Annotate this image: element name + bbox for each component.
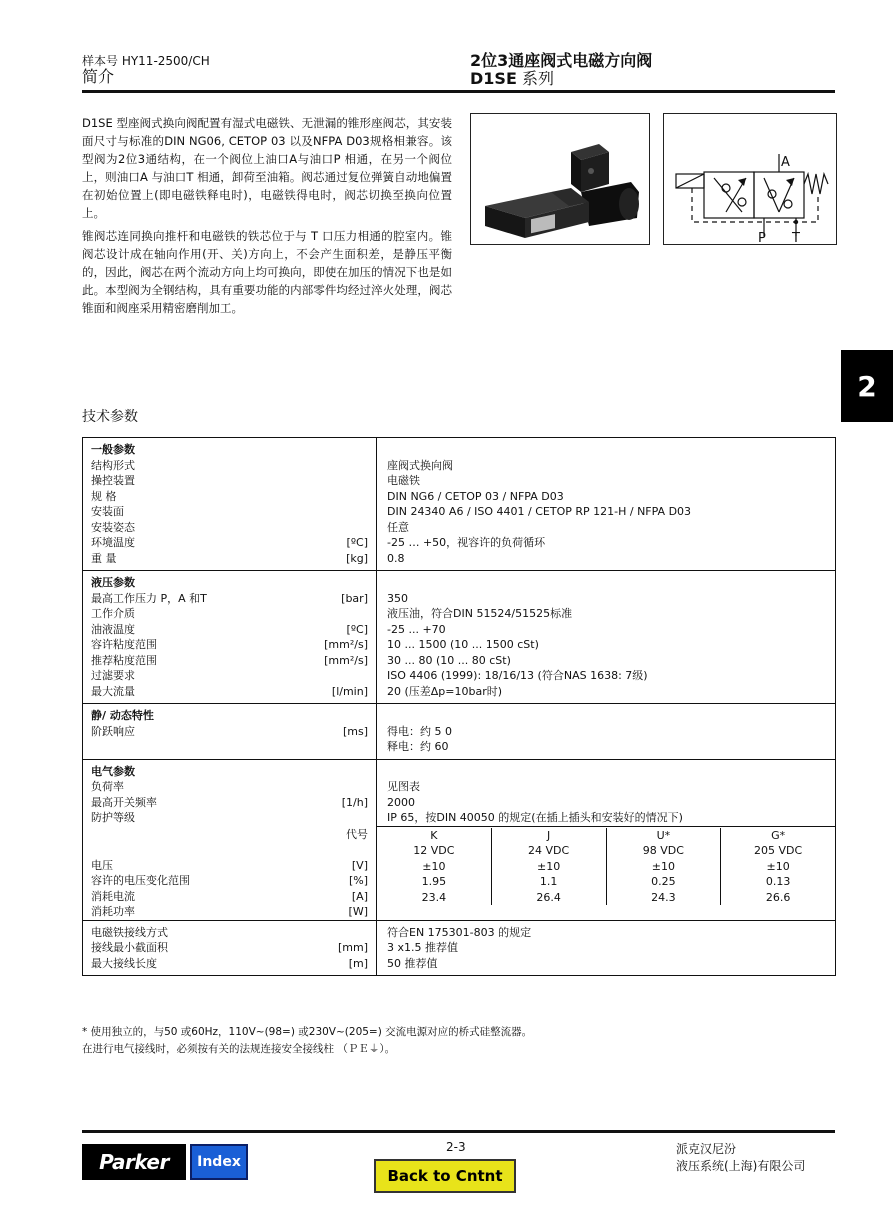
code-cell: K (430, 828, 438, 842)
row-value: 液压油，符合DIN 51524/51525标准 (387, 607, 573, 620)
cell: 24.3 (651, 890, 676, 904)
hydraulic-symbol (663, 113, 837, 245)
voltage-row (91, 889, 368, 905)
section-title: 简介 (82, 67, 115, 86)
cell: 0.13 (765, 875, 791, 888)
row-value: 3 x1.5 推荐值 (387, 941, 458, 954)
electrical-row (91, 795, 368, 811)
row-label: 最高开关频率 (91, 795, 157, 809)
page-number: 2-3 (446, 1140, 466, 1154)
connection-section (83, 920, 836, 976)
voltage-values (377, 843, 835, 905)
cell: 0.25 (651, 875, 676, 888)
cell: 23.4 (421, 890, 447, 904)
row-value: 电磁铁 (387, 474, 420, 487)
row-value: ISO 4406 (1999): 18/16/13 (符合NAS 1638: 7级) (387, 669, 648, 682)
product-series (470, 66, 554, 89)
spec-table (82, 437, 836, 976)
electrical-values (377, 759, 836, 920)
hydraulic-row (91, 622, 368, 638)
row-value: DIN NG6 / CETOP 03 / NFPA D03 (387, 489, 564, 503)
hydraulic-row (91, 684, 368, 700)
row-label: 电压 (91, 858, 113, 872)
voltage-column (377, 843, 491, 905)
row-label: 安装面 (91, 505, 124, 518)
parker-logo: Parker (82, 1144, 186, 1180)
row-value: DIN 24340 A6 / ISO 4401 / CETOP RP 121-H / NFPA D03 (387, 505, 692, 518)
electrical-section (83, 759, 836, 920)
row-label: 结构形式 (91, 458, 135, 472)
product-title: 2位3通座阀式电磁方向阀 (470, 51, 653, 70)
port-a-label: A (781, 155, 790, 170)
index-button[interactable]: Index (190, 1144, 248, 1180)
row-value: -25 … +50，视容许的负荷循环 (387, 536, 546, 549)
hydraulic-row (91, 668, 368, 684)
row-value: 20 (压差Δp=10bar时) (387, 684, 503, 698)
row-label: 规 格 (91, 489, 117, 503)
product-photo (470, 113, 650, 245)
document-number: 样本号 HY11-2500/CH (82, 54, 210, 68)
row-unit: [%] (348, 874, 368, 887)
row-value: 0.8 (387, 551, 405, 565)
connection-row (91, 956, 368, 972)
row-value: 50 推荐值 (387, 956, 438, 970)
hydraulic-row (91, 606, 368, 622)
row-unit: [mm] (337, 941, 368, 954)
row-label: 防护等级 (91, 811, 135, 824)
back-to-contents-button[interactable]: Back to Cntnt (374, 1159, 516, 1193)
footer-divider (82, 1130, 835, 1133)
hydraulic-row (91, 637, 368, 653)
row-label: 容许的电压变化范围 (91, 874, 190, 887)
voltage-row (91, 904, 368, 920)
footnote-line-1: * 使用独立的，与50 或60Hz，110V~(98=) 或230V~(205=) 交流电源对应的桥式硅整流器。 (82, 1026, 533, 1038)
row-unit: [m] (348, 956, 368, 970)
electrical-row (91, 810, 368, 826)
intro-paragraph-2: 锥阀芯连同换向推杆和电磁铁的铁芯位于与 T 口压力相通的腔室内。锥阀芯设计成在轴向作用(开、关)方向上，不会产生面积差，是静压平衡的，因此，阀芯在两个流动方向上均可换向，即使在加压的情况下也是如此。本型阀为全钢结构，具有重要功能的内部零件均经过淬火处理，阀芯锥面和阀座采用精密磨削加工。 (82, 229, 452, 315)
voltage-row (91, 873, 368, 889)
code-cell: J (491, 828, 606, 844)
series-code: D1SE (470, 69, 517, 88)
row-label: 重 量 (91, 551, 117, 565)
code-row (91, 826, 368, 843)
row-unit: [A] (351, 889, 368, 903)
general-section (83, 438, 836, 571)
row-unit: [mm²/s] (324, 638, 368, 651)
voltage-column (720, 843, 835, 905)
general-row (91, 535, 368, 551)
dynamic-values (377, 704, 836, 760)
row-label: 工作介质 (91, 607, 135, 620)
general-row (91, 504, 368, 520)
row-value: 符合EN 175301-803 的规定 (387, 925, 532, 939)
electrical-row (91, 779, 368, 795)
electrical-labels (83, 759, 377, 920)
row-label: 安装姿态 (91, 520, 135, 534)
electrical-heading: 电气参数 (91, 764, 135, 778)
cell: 26.4 (536, 890, 561, 904)
hydraulic-values (377, 571, 836, 704)
valve-symbol-icon (664, 114, 836, 244)
row-unit: [ºC] (346, 622, 368, 636)
dynamic-section (83, 704, 836, 760)
connection-row (91, 925, 368, 941)
hydraulic-heading: 液压参数 (91, 576, 135, 589)
series-suffix: 系列 (516, 69, 554, 88)
cell: 24 VDC (528, 844, 570, 857)
row-value: 350 (387, 591, 408, 605)
general-row (91, 520, 368, 536)
row-unit: [1/h] (341, 795, 368, 809)
hydraulic-labels (83, 571, 377, 704)
dynamic-heading: 静/ 动态特性 (91, 709, 154, 722)
cell: 26.6 (765, 890, 791, 904)
cell: ±10 (651, 859, 675, 873)
intro-text (82, 114, 452, 322)
valve-photo-icon (471, 114, 649, 244)
connection-values (377, 920, 836, 976)
voltage-code-header (377, 826, 835, 844)
row-value: 2000 (387, 795, 415, 809)
row-unit: [W] (348, 905, 368, 918)
voltage-row (91, 858, 368, 874)
company-line-2: 液压系统(上海)有限公司 (676, 1159, 806, 1173)
row-label: 过滤要求 (91, 669, 135, 682)
dynamic-labels (83, 704, 377, 760)
row-label: 阶跃响应 (91, 724, 135, 738)
row-label: 油液温度 (91, 622, 135, 636)
company-line-1: 派克汉尼汾 (676, 1142, 737, 1156)
cell: 98 VDC (642, 844, 684, 857)
row-unit: [mm²/s] (324, 653, 368, 667)
cell: ±10 (537, 859, 561, 873)
hydraulic-section (83, 571, 836, 704)
row-label: 消耗电流 (91, 889, 135, 903)
cell: 1.95 (421, 875, 447, 888)
row-value: -25 ... +70 (387, 622, 446, 636)
footnote-line-2: 在进行电气接线时，必须按有关的法规连接安全接线柱 （ＰＥ⏚）。 (82, 1043, 396, 1055)
cell: 12 VDC (413, 844, 455, 857)
code-label: 代号 (346, 827, 368, 841)
voltage-column (606, 843, 721, 905)
row-value: IP 65，按DIN 40050 的规定(在插上插头和安装好的情况下) (387, 811, 683, 824)
row-unit: [V] (351, 858, 368, 872)
row-label: 电磁铁接线方式 (91, 925, 168, 939)
row-unit: [ºC] (346, 536, 368, 549)
hydraulic-row (91, 591, 368, 607)
connection-row (91, 940, 368, 956)
row-value: 座阀式换向阀 (387, 458, 453, 472)
code-cell: G* (720, 828, 835, 844)
row-unit: [bar] (341, 591, 368, 605)
voltage-column (491, 843, 606, 905)
general-labels (83, 438, 377, 571)
row-label: 最高工作压力 P，A 和T (91, 591, 207, 605)
row-unit: [kg] (346, 551, 368, 565)
row-label: 最大接线长度 (91, 956, 157, 970)
intro-paragraph-1: D1SE 型座阀式换向阀配置有湿式电磁铁、无泄漏的锥形座阀芯，其安装面尺寸与标准的DIN NG06, CETOP 03 以及NFPA D03规格相兼容。该型阀为2位3通结构，在一个阀位上油口A与油口P 相通，在另一个阀位上，则油口A 与油口T 相通，卸荷至油箱。阀芯通过复位弹簧自动地偏置在初始位置上(即电磁铁释电时)，电磁铁得电时，阀芯切换至换向位置上。 (82, 116, 452, 220)
footnote (82, 1024, 782, 1058)
row-label: 推荐粘度范围 (91, 653, 157, 667)
spec-heading: 技术参数 (82, 409, 138, 425)
dynamic-row (91, 724, 368, 740)
row-value: 见图表 (387, 780, 420, 793)
port-p-label: P (758, 231, 766, 244)
row-unit: [l/min] (331, 684, 368, 698)
row-label: 消耗功率 (91, 905, 135, 918)
row-value: 10 ... 1500 (10 ... 1500 cSt) (387, 638, 539, 651)
chapter-tab[interactable]: 2 (841, 350, 893, 422)
code-cell: U* (606, 828, 721, 844)
row-value: 任意 (387, 520, 409, 534)
general-row (91, 473, 368, 489)
row-label: 接线最小截面积 (91, 941, 168, 954)
cell: ±10 (422, 859, 446, 873)
connection-labels (83, 920, 377, 976)
general-heading: 一般参数 (91, 443, 135, 456)
port-t-label: T (792, 231, 800, 244)
cell: 205 VDC (754, 844, 803, 857)
cell: 1.1 (539, 875, 558, 888)
row-label: 负荷率 (91, 780, 124, 793)
general-row (91, 551, 368, 567)
company-name (676, 1141, 805, 1175)
hydraulic-row (91, 653, 368, 669)
row-value: 释电：约 60 (387, 740, 449, 753)
row-value: 30 ... 80 (10 ... 80 cSt) (387, 653, 511, 667)
general-values (377, 438, 836, 571)
general-row (91, 489, 368, 505)
row-label: 最大流量 (91, 684, 135, 698)
row-label: 容许粘度范围 (91, 638, 157, 651)
cell: ±10 (766, 859, 790, 873)
row-label: 环境温度 (91, 536, 135, 549)
general-row (91, 458, 368, 474)
header-divider (82, 90, 835, 93)
row-label: 操控装置 (91, 474, 135, 487)
row-value: 得电：约 5 0 (387, 724, 452, 738)
row-unit: [ms] (342, 724, 368, 738)
